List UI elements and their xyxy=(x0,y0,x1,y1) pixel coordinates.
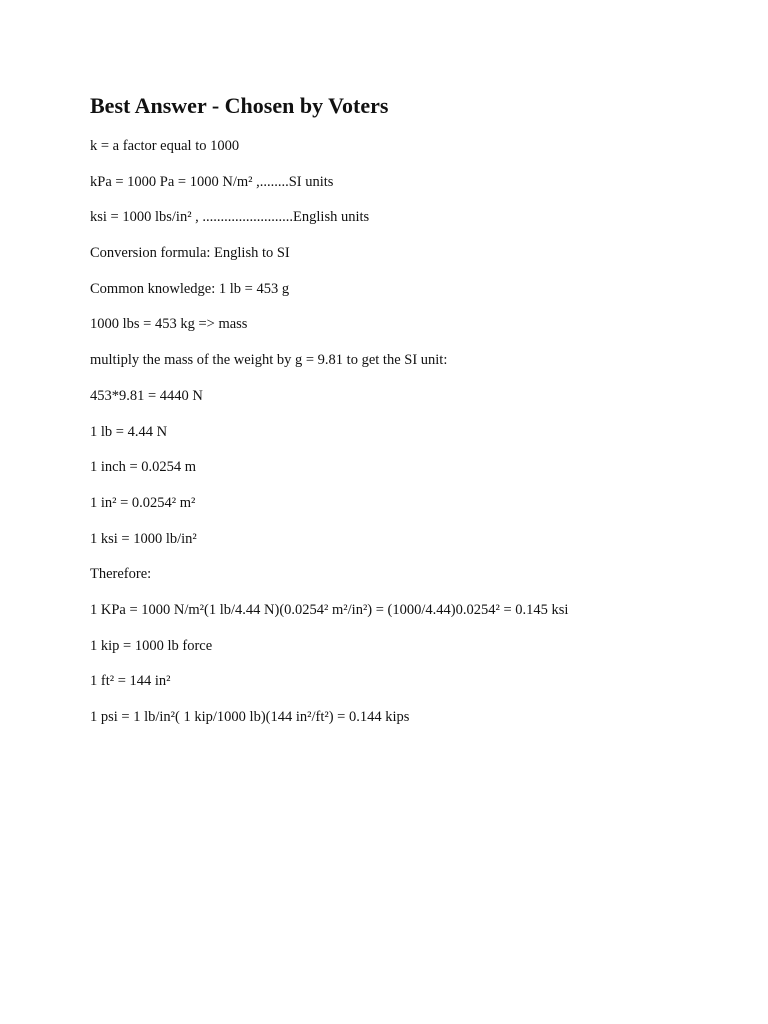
text-line: multiply the mass of the weight by g = 9.81 to get the SI unit: xyxy=(90,352,448,369)
text-line: 453*9.81 = 4440 N xyxy=(90,387,203,404)
text-line: 1 ft² = 144 in² xyxy=(90,673,171,690)
text-line: 1 in² = 0.0254² m² xyxy=(90,494,196,511)
text-line: ksi = 1000 lbs/in² , .........................English units xyxy=(90,209,370,226)
text-line: 1 ksi = 1000 lb/in² xyxy=(90,530,197,547)
text-line: 1000 lbs = 453 kg => mass xyxy=(90,316,248,333)
text-line: 1 psi = 1 lb/in²( 1 kip/1000 lb)(144 in²/ft²) = 0.144 kips xyxy=(90,709,410,725)
text-line: 1 lb = 4.44 N xyxy=(90,423,168,440)
text-line: Conversion formula: English to SI xyxy=(90,245,290,262)
page-title: Best Answer - Chosen by Voters xyxy=(90,93,389,118)
text-line: 1 KPa = 1000 N/m²(1 lb/4.44 N)(0.0254² m²/in²) = (1000/4.44)0.0254² = 0.145 ksi xyxy=(90,601,569,618)
text-line: 1 kip = 1000 lb force xyxy=(90,637,213,654)
text-line: k = a factor equal to 1000 xyxy=(90,138,240,154)
text-line: Common knowledge: 1 lb = 453 g xyxy=(90,280,290,297)
text-line: kPa = 1000 Pa = 1000 N/m² ,........SI units xyxy=(90,173,334,190)
text-line: Therefore: xyxy=(90,566,152,583)
text-line: 1 inch = 0.0254 m xyxy=(90,459,197,476)
answer-body xyxy=(90,136,568,743)
